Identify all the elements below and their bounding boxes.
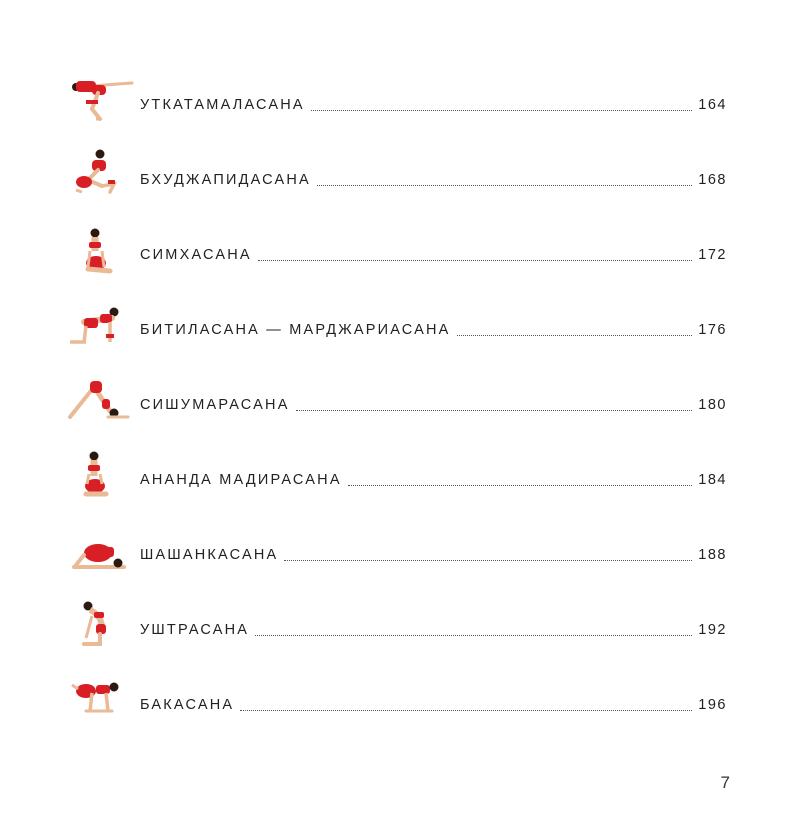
toc-entry[interactable]: [0, 65, 800, 140]
entry-title: СИШУМАРАСАНА: [140, 397, 290, 413]
pose-downward-dolphin-icon: [62, 365, 134, 440]
dot-leader: [317, 185, 692, 186]
pose-child-rabbit-icon: [62, 515, 134, 590]
dot-leader: [311, 110, 692, 111]
dot-leader: [240, 710, 692, 711]
pose-crow-icon: [62, 665, 134, 740]
toc-entry[interactable]: [0, 440, 800, 515]
entry-page-number: 164: [698, 97, 727, 113]
pose-kneeling-seated-icon: [62, 440, 134, 515]
entry-title: СИМХАСАНА: [140, 247, 252, 263]
entry-page-number: 176: [698, 322, 727, 338]
entry-title: БАКАСАНА: [140, 697, 235, 713]
entry-title: ШАШАНКАСАНА: [140, 547, 279, 563]
entry-page-number: 192: [698, 622, 727, 638]
entry-title: БХУДЖАПИДАСАНА: [140, 172, 311, 188]
pose-crouch-arm-balance-icon: [62, 140, 134, 215]
pose-cat-cow-icon: [62, 290, 134, 365]
dot-leader: [284, 560, 692, 561]
entry-page-number: 188: [698, 547, 727, 563]
entry-page-number: 168: [698, 172, 727, 188]
pose-standing-balance-icon: [62, 65, 134, 140]
entry-page-number: 180: [698, 397, 727, 413]
toc-entry[interactable]: [0, 515, 800, 590]
toc-entry[interactable]: [0, 215, 800, 290]
pose-kneeling-lion-icon: [62, 215, 134, 290]
toc-entry[interactable]: [0, 290, 800, 365]
dot-leader: [255, 635, 692, 636]
entry-title: УТКАТАМАЛАСАНА: [140, 97, 305, 113]
entry-title: АНАНДА МАДИРАСАНА: [140, 472, 342, 488]
toc-entry[interactable]: [0, 590, 800, 665]
dot-leader: [258, 260, 693, 261]
entry-page-number: 184: [698, 472, 727, 488]
dot-leader: [457, 335, 693, 336]
toc-entry[interactable]: [0, 665, 800, 740]
entry-title: УШТРАСАНА: [140, 622, 250, 638]
entry-page-number: 172: [698, 247, 727, 263]
toc-entry[interactable]: [0, 140, 800, 215]
toc-entry[interactable]: [0, 365, 800, 440]
dot-leader: [348, 485, 693, 486]
page-number: 7: [720, 773, 730, 792]
entry-page-number: 196: [698, 697, 727, 713]
entry-title: БИТИЛАСАНА — МАРДЖАРИАСАНА: [140, 322, 451, 338]
pose-camel-icon: [62, 590, 134, 665]
dot-leader: [296, 410, 693, 411]
